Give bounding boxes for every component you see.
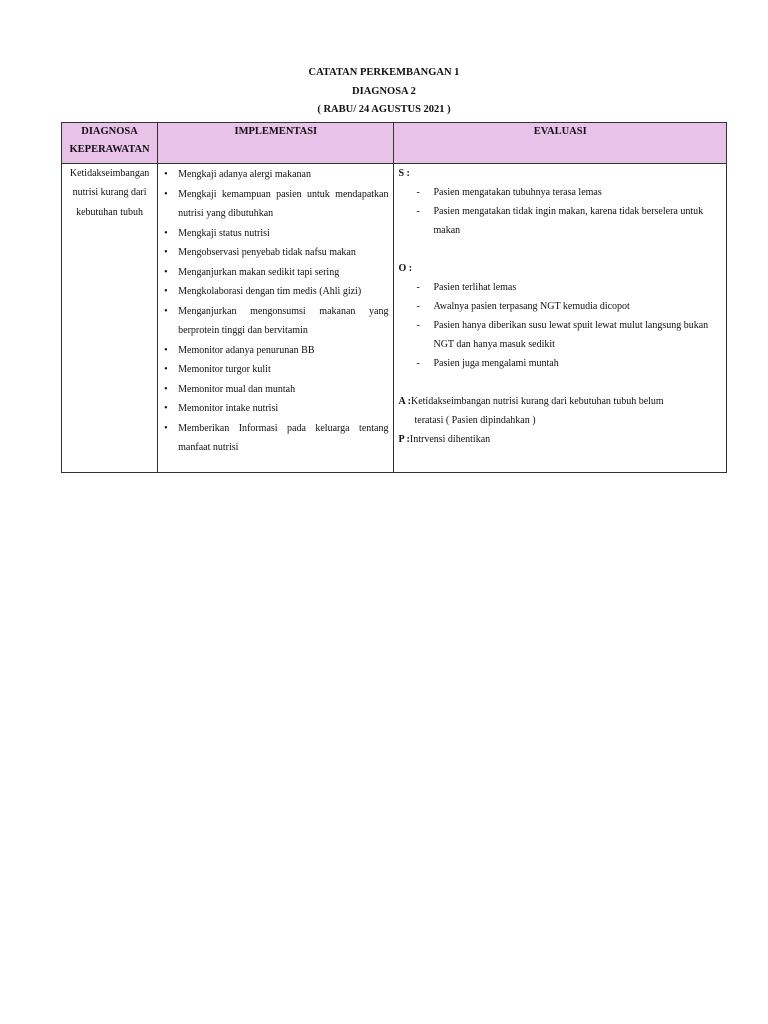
- list-item: • Mengobservasi penyebab tidak nafsu makan: [164, 243, 388, 263]
- title-line-1: CATATAN PERKEMBANGAN 1: [308, 67, 460, 78]
- assessment-text-1: Ketidakseimbangan nutrisi kurang dari kebutuhan tubuh belum: [410, 396, 664, 407]
- list-item: • Menganjurkan mengonsumsi makanan yang berprotein tinggi dan bervitamin: [164, 302, 388, 341]
- list-item: • Memonitor mual dan muntah: [164, 380, 388, 400]
- list-item: • Mengkaji adanya alergi makanan: [164, 165, 388, 185]
- list-item: • Mengkaji status nutrisi: [164, 224, 388, 244]
- list-item: • Mengkolaborasi dengan tim medis (Ahli gizi): [164, 282, 388, 302]
- bullet-icon: •: [164, 305, 168, 317]
- bullet-icon: •: [164, 422, 168, 434]
- list-item: - Pasien juga mengalami muntah: [416, 354, 722, 373]
- header-diagnosa-line1: DIAGNOSA: [81, 126, 138, 137]
- list-item: • Menganjurkan makan sedikit tapi sering: [164, 263, 388, 283]
- diagnosa-cell: Ketidakseimbangan nutrisi kurang dari kebutuhan tubuh: [62, 164, 158, 473]
- assessment-line: [398, 392, 722, 411]
- dash-icon: -: [416, 320, 420, 331]
- bullet-icon: •: [164, 188, 168, 200]
- table-row: [62, 164, 727, 473]
- dash-icon: -: [416, 187, 420, 198]
- soap-a-label: A :: [398, 396, 411, 407]
- plan-line: [398, 430, 722, 449]
- header-diagnosa: [62, 123, 158, 164]
- list-item: • Memonitor turgor kulit: [164, 360, 388, 380]
- list-item: • Mengkaji kemampuan pasien untuk mendapatkan nutrisi yang dibutuhkan: [164, 185, 388, 224]
- assessment-text-2: teratasi ( Pasien dipindahkan ): [414, 415, 536, 426]
- implementasi-list: [158, 164, 393, 458]
- spacer: [398, 373, 722, 392]
- list-item: • Memonitor intake nutrisi: [164, 399, 388, 419]
- bullet-icon: •: [164, 247, 168, 258]
- implementasi-cell: [158, 164, 394, 473]
- title-line-3: ( RABU/ 24 AGUSTUS 2021 ): [317, 104, 451, 115]
- list-item: - Awalnya pasien terpasang NGT kemudia dicopot: [416, 297, 722, 316]
- title-line-2: DIAGNOSA 2: [352, 85, 416, 97]
- list-item: - Pasien mengatakan tidak ingin makan, karena tidak berselera untuk makan: [416, 202, 722, 240]
- bullet-icon: •: [164, 266, 168, 278]
- bullet-icon: •: [164, 383, 168, 395]
- soap-p-label: P :: [398, 434, 410, 445]
- list-item: • Memberikan Informasi pada keluarga tentang manfaat nutrisi: [164, 419, 388, 458]
- list-item: - Pasien hanya diberikan susu lewat spuit lewat mulut langsung bukan NGT dan hanya masuk sedikit: [416, 316, 722, 354]
- table-header-row: [62, 123, 727, 164]
- document-title: [0, 64, 768, 120]
- list-item: - Pasien mengatakan tubuhnya terasa lemas: [416, 183, 722, 202]
- bullet-icon: •: [164, 227, 168, 239]
- bullet-icon: •: [164, 286, 168, 297]
- soap-s-label: S :: [398, 168, 410, 179]
- list-item: - Pasien terlihat lemas: [416, 278, 722, 297]
- bullet-icon: •: [164, 403, 168, 414]
- dash-icon: -: [416, 206, 420, 217]
- dash-icon: -: [416, 282, 420, 293]
- dash-icon: -: [416, 301, 420, 312]
- header-evaluasi: EVALUASI: [394, 123, 727, 164]
- bullet-icon: •: [164, 344, 168, 356]
- header-diagnosa-line2: KEPERAWATAN: [69, 144, 150, 155]
- objective-list: [398, 278, 722, 373]
- spacer: [398, 240, 722, 259]
- dash-icon: -: [416, 358, 420, 369]
- subjective-list: [398, 183, 722, 240]
- evaluasi-content: [394, 164, 726, 449]
- header-implementasi: IMPLEMENTASI: [158, 123, 394, 164]
- bullet-icon: •: [164, 169, 168, 180]
- progress-notes-table: [61, 122, 727, 473]
- evaluasi-cell: [394, 164, 727, 473]
- list-item: • Memonitor adanya penurunan BB: [164, 341, 388, 361]
- soap-o-label: O :: [398, 263, 413, 274]
- plan-text: Intrvensi dihentikan: [409, 434, 491, 445]
- bullet-icon: •: [164, 364, 168, 375]
